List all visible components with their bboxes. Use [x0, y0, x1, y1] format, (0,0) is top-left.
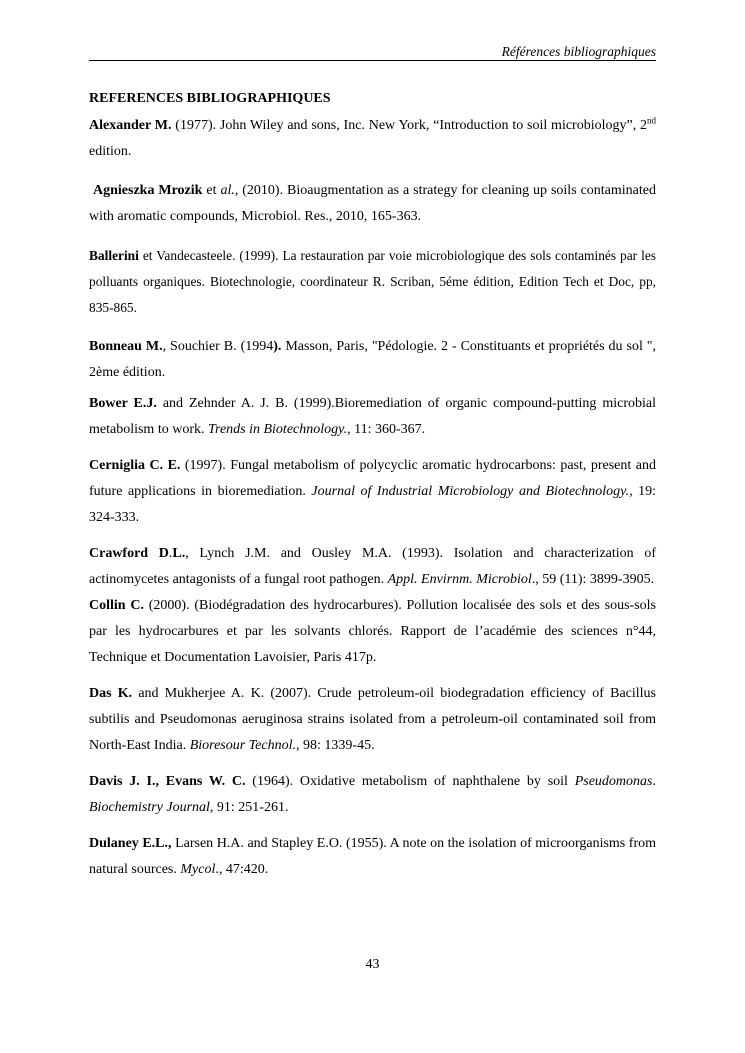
reference-text: et Vandecasteele. (1999). La restauration par voie microbiologique des sols contaminés par les polluants organiques. Biotechnologie, coordinateur R. Scriban, 5éme édition, Edition Tech et Doc, pp, 835-865. [89, 248, 656, 315]
reference-text: et [202, 183, 221, 198]
reference-text: ., 59 (11): 3899-3905. [531, 572, 655, 587]
reference-author: Collin C. [89, 598, 144, 613]
reference-entry [89, 113, 656, 165]
reference-author: Davis J. I., Evans W. C. [89, 774, 246, 789]
reference-text: Larsen H.A. and Stapley E.O. (1955). A note on the isolation of microorganisms from natural sources. [89, 836, 656, 877]
reference-entry [89, 391, 656, 443]
reference-author: Dulaney E.L., [89, 836, 172, 851]
page-header [89, 40, 656, 61]
reference-superscript: nd [647, 115, 656, 126]
reference-entry [89, 178, 656, 230]
reference-text: (1977). John Wiley and sons, Inc. New York, “Introduction to soil microbiology”, 2 [171, 118, 647, 133]
reference-text: ., 47:420. [215, 862, 269, 877]
reference-entry [89, 769, 656, 821]
running-title: Références bibliographiques [501, 44, 656, 59]
reference-text: , (2010). Bioaugmentation as a strategy for cleaning up soils contaminated with aromatic compounds, Microbiol. Res., 2010, 165-363. [89, 183, 656, 224]
reference-author: Ballerini [89, 248, 139, 263]
reference-text: , 19: 324-333. [89, 484, 657, 525]
reference-text: (2000). (Biodégradation des hydrocarbures). Pollution localisée des sols et des sous-sols par les hydrocarbures et par les solvants chlorés. Rapport de l’académie des sciences n°44, Technique et Documentation Lavoisier, Paris 417p. [89, 598, 656, 665]
section-title: REFERENCES BIBLIOGRAPHIQUES [89, 91, 331, 106]
reference-italic: Biochemistry Journal [89, 800, 210, 815]
reference-entry [89, 541, 656, 593]
reference-entry [89, 831, 656, 883]
page-number: 43 [365, 957, 380, 972]
reference-text: , 11: 360-367. [347, 422, 426, 437]
reference-author: L. [172, 546, 186, 561]
reference-author: Crawford D [89, 546, 169, 561]
reference-text: , 98: 1339-45. [296, 738, 375, 753]
reference-text: . [652, 774, 656, 789]
reference-text: and Mukherjee A. K. (2007). Crude petroleum-oil biodegradation efficiency of Bacillus subtilis and Pseudomonas aeruginosa strains isolated from a petroleum-oil contaminated soil from North-East India. [89, 686, 656, 753]
reference-author: Cerniglia C. E. [89, 458, 181, 473]
reference-italic: Appl. Envirnm. Microbiol [387, 572, 532, 587]
reference-text: Masson, Paris, "Pédologie. 2 - Constituants et propriétés du sol ", 2ème édition. [89, 339, 657, 380]
reference-italic: Bioresour Technol. [189, 738, 297, 753]
reference-italic: al. [220, 183, 235, 198]
reference-text: , Souchier B. (1994 [162, 339, 274, 354]
reference-author: Das K. [89, 686, 133, 701]
reference-italic: Trends in Biotechnology. [208, 422, 348, 437]
reference-bold-punct: ). [273, 339, 282, 354]
reference-entry [89, 681, 656, 759]
reference-text: (1964). Oxidative metabolism of naphthalene by soil [245, 774, 575, 789]
reference-text: (1997). Fungal metabolism of polycyclic aromatic hydrocarbons: past, present and future applications in bioremediation. [89, 458, 656, 499]
reference-author: Agnieszka Mrozik [93, 183, 203, 198]
reference-author: Bower E.J. [89, 396, 157, 411]
reference-text: , Lynch J.M. and Ousley M.A. (1993). Isolation and characterization of actinomycetes antagonists of a fungal root pathogen. [89, 546, 656, 587]
reference-entry [89, 453, 656, 531]
reference-italic: Journal of Industrial Microbiology and Biotechnology. [311, 484, 630, 499]
reference-text: edition. [89, 144, 132, 159]
reference-entry [89, 334, 656, 386]
reference-text: and Zehnder A. J. B. (1999).Bioremediation of organic compound-putting microbial metabolism to work. [89, 396, 656, 437]
reference-italic: Mycol [180, 862, 216, 877]
reference-entry [89, 593, 656, 671]
reference-entry [89, 243, 656, 321]
reference-text: . [168, 546, 173, 561]
reference-author: Bonneau M. [89, 339, 163, 354]
reference-italic: Pseudomonas [574, 774, 653, 789]
reference-text: , 91: 251-261. [209, 800, 289, 815]
reference-author: Alexander M. [89, 118, 172, 133]
references-content [89, 86, 656, 893]
